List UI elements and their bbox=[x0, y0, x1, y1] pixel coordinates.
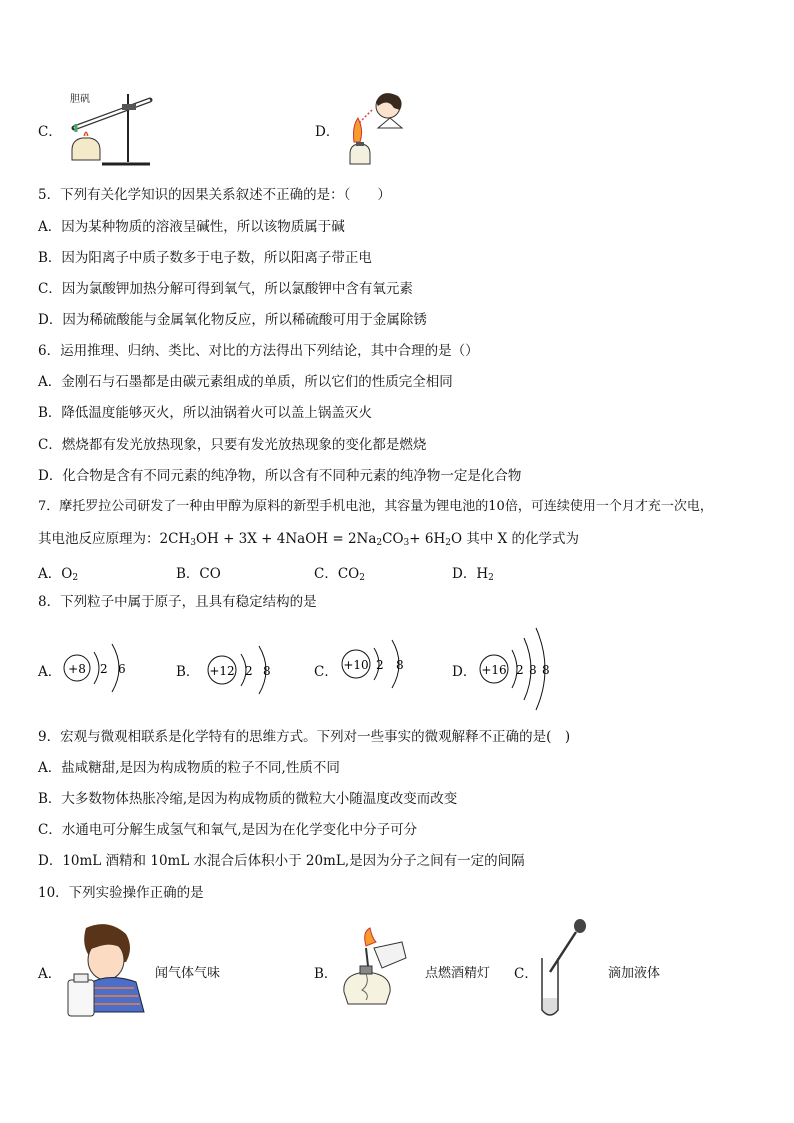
q10-stem: 10．下列实验操作正确的是 bbox=[38, 885, 204, 901]
q8-option-b-label[interactable]: B． bbox=[176, 664, 200, 680]
q8-option-d-atom-diagram bbox=[478, 624, 568, 714]
q10-option-a-label[interactable]: A． bbox=[38, 966, 62, 982]
nucleus-label: +10 bbox=[343, 658, 369, 672]
lighting-lamp-figure bbox=[336, 928, 416, 1010]
q7-option-d[interactable]: D．$H_2$ bbox=[452, 566, 494, 583]
person-blowing-lamp-icon bbox=[342, 88, 414, 170]
q8-option-a-atom-diagram bbox=[62, 638, 142, 698]
nucleus-label: +16 bbox=[481, 663, 507, 677]
heating-apparatus-icon bbox=[62, 88, 158, 168]
shell-count: 6 bbox=[118, 662, 126, 676]
q10-option-c-label[interactable]: C． bbox=[514, 966, 538, 982]
q10-option-a-caption: 闻气体气味 bbox=[155, 966, 221, 981]
q4-option-d-label[interactable]: D． bbox=[315, 124, 340, 140]
nucleus-label: +8 bbox=[68, 662, 86, 676]
q6-option-d[interactable]: D．化合物是含有不同元素的纯净物，所以含有不同种元素的纯净物一定是化合物 bbox=[38, 468, 522, 484]
shell-count: 8 bbox=[396, 658, 404, 672]
q7-stem-line2: 其电池反应原理为：$2CH_3OH + 3X$ + 4NaOH = $2Na_2CO_3+ 6H_2O$ 其中 X 的化学式为 bbox=[38, 531, 580, 548]
shell-count: 8 bbox=[263, 664, 271, 678]
dropping-liquid-figure bbox=[536, 918, 592, 1022]
q6-option-c[interactable]: C．燃烧都有发光放热现象，只要有发光放热现象的变化都是燃烧 bbox=[38, 437, 427, 453]
shell-count: 8 bbox=[542, 663, 550, 677]
q7-option-c[interactable]: C．$CO_2$ bbox=[314, 566, 365, 583]
q8-option-c-atom-diagram bbox=[340, 636, 420, 696]
shell-count: 2 bbox=[516, 663, 524, 677]
q8-stem: 8．下列粒子中属于原子，且具有稳定结构的是 bbox=[38, 594, 317, 610]
q4-option-c-label[interactable]: C． bbox=[38, 124, 62, 140]
q6-stem: 6．运用推理、归纳、类比、对比的方法得出下列结论，其中合理的是（） bbox=[38, 343, 479, 359]
q9-option-c[interactable]: C．水通电可分解生成氢气和氧气,是因为在化学变化中分子可分 bbox=[38, 822, 418, 838]
q9-option-b[interactable]: B．大多数物体热胀冷缩,是因为构成物质的微粒大小随温度改变而改变 bbox=[38, 791, 458, 807]
shell-count: 2 bbox=[100, 662, 108, 676]
q6-option-a[interactable]: A．金刚石与石墨都是由碳元素组成的单质，所以它们的性质完全相同 bbox=[38, 374, 453, 390]
figure-caption-danfan: 胆矾 bbox=[70, 94, 90, 105]
q5-option-a[interactable]: A．因为某种物质的溶液呈碱性，所以该物质属于碱 bbox=[38, 219, 345, 235]
q5-option-b[interactable]: B．因为阳离子中质子数多于电子数，所以阳离子带正电 bbox=[38, 250, 372, 266]
q10-option-b-caption: 点燃酒精灯 bbox=[425, 966, 491, 981]
shell-count: 2 bbox=[245, 664, 253, 678]
q8-option-c-label[interactable]: C． bbox=[314, 664, 338, 680]
q5-stem: 5．下列有关化学知识的因果关系叙述不正确的是：（ ） bbox=[38, 187, 391, 203]
q9-option-d[interactable]: D．10mL 酒精和 10mL 水混合后体积小于 20mL,是因为分子之间有一定的间隔 bbox=[38, 853, 525, 869]
q7-stem-line1: 7．摩托罗拉公司研发了一种由甲醇为原料的新型手机电池，其容量为锂电池的10倍，可连续使用一个月才充一次电， bbox=[38, 499, 713, 514]
shell-count: 2 bbox=[376, 658, 384, 672]
q6-option-b[interactable]: B．降低温度能够灭火，所以油锅着火可以盖上锅盖灭火 bbox=[38, 405, 372, 421]
q10-option-c-caption: 滴加液体 bbox=[608, 966, 661, 981]
shell-count: 8 bbox=[529, 663, 537, 677]
q7-option-b[interactable]: B．CO bbox=[176, 566, 221, 582]
q4-option-d-figure bbox=[342, 88, 414, 170]
smelling-gas-figure bbox=[64, 922, 148, 1018]
q4-option-c-figure bbox=[62, 88, 158, 168]
q8-option-b-atom-diagram bbox=[205, 638, 285, 698]
q9-option-a[interactable]: A．盐咸糖甜,是因为构成物质的粒子不同,性质不同 bbox=[38, 760, 340, 776]
q8-option-a-label[interactable]: A． bbox=[38, 664, 62, 680]
q8-option-d-label[interactable]: D． bbox=[452, 664, 477, 680]
nucleus-label: +12 bbox=[209, 664, 235, 678]
q10-option-b-label[interactable]: B． bbox=[314, 966, 338, 982]
q5-option-c[interactable]: C．因为氯酸钾加热分解可得到氧气，所以氯酸钾中含有氧元素 bbox=[38, 281, 413, 297]
q9-stem: 9．宏观与微观相联系是化学特有的思维方式。下列对一些事实的微观解释不正确的是( ) bbox=[38, 729, 571, 745]
q7-option-a[interactable]: A．$O_2$ bbox=[38, 566, 79, 583]
q5-option-d[interactable]: D．因为稀硫酸能与金属氧化物反应，所以稀硫酸可用于金属除锈 bbox=[38, 312, 427, 328]
